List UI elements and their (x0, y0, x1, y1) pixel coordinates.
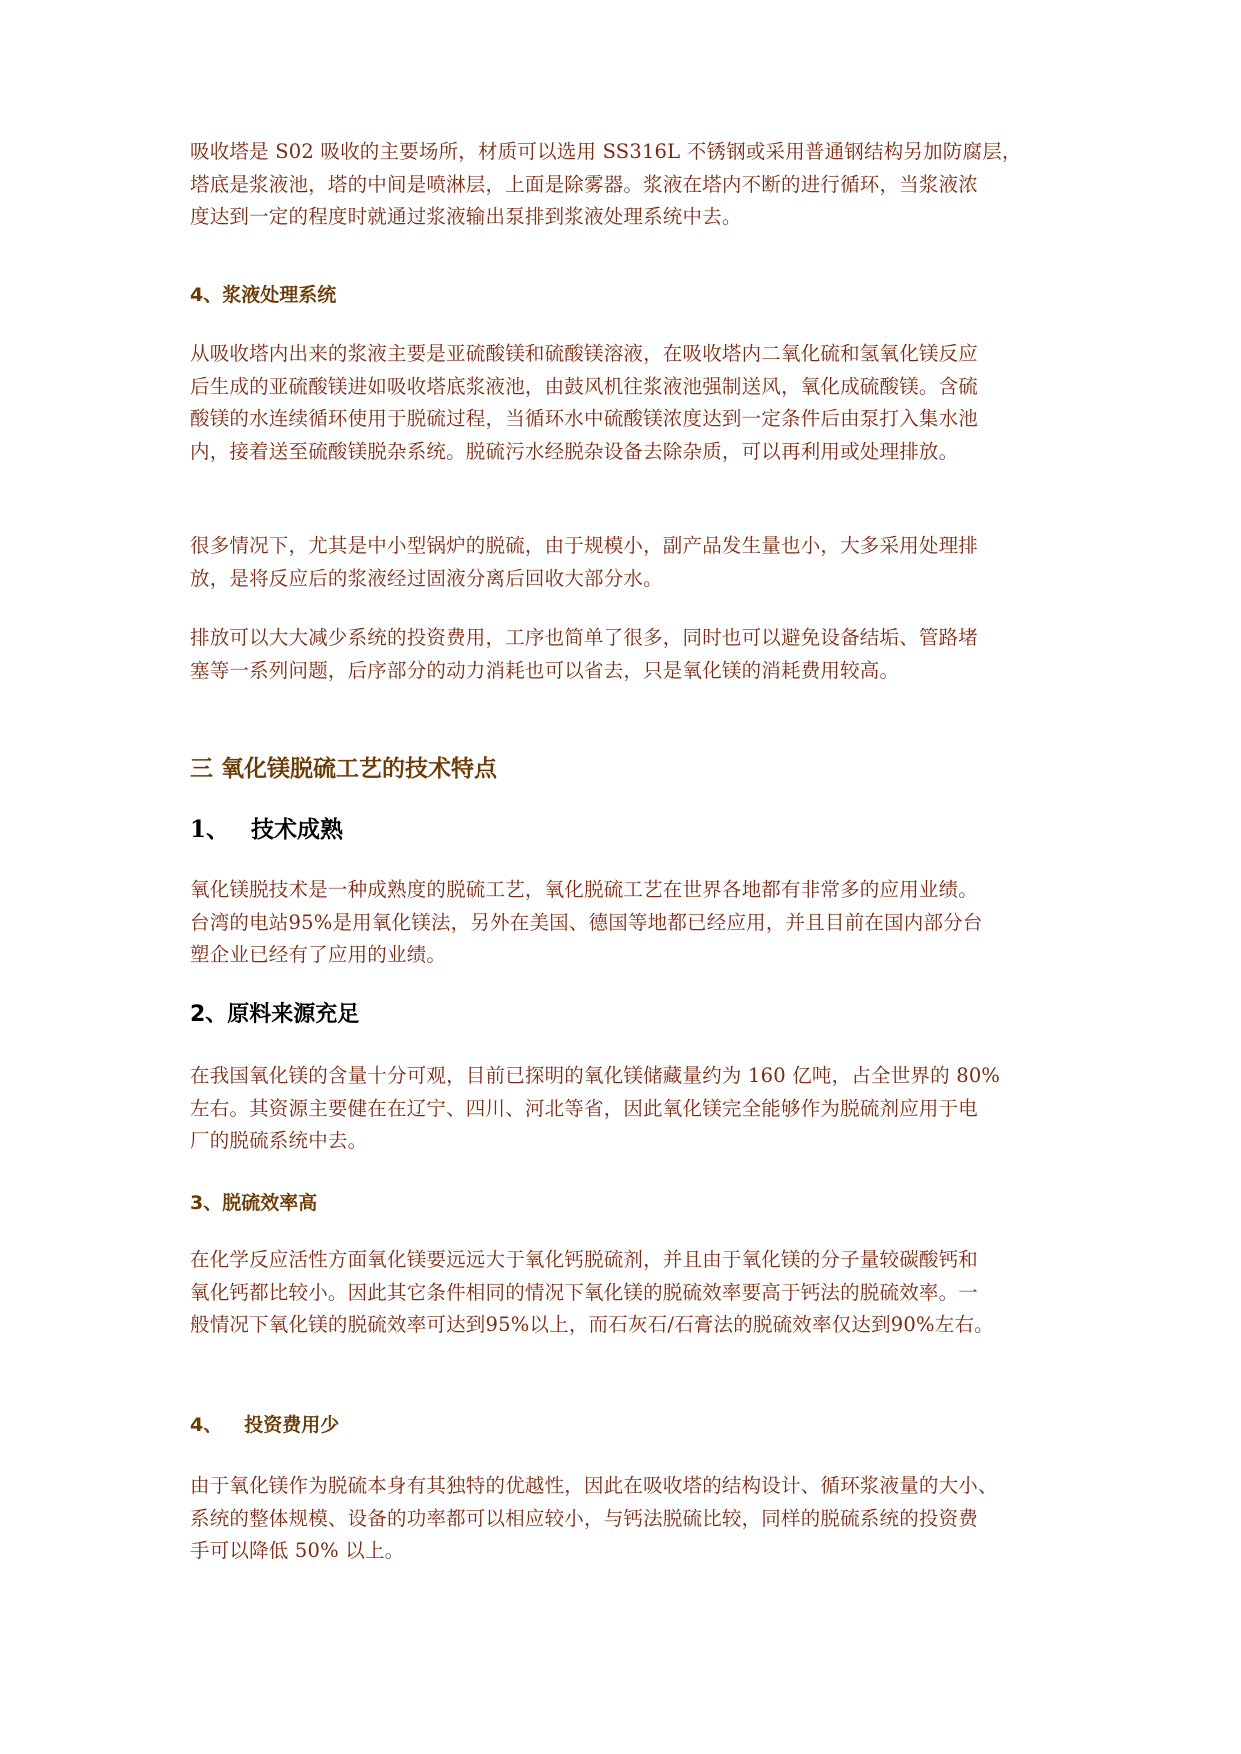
item3-heading: 3、脱硫效率高 (190, 1192, 318, 1214)
item1-paragraph (190, 874, 1070, 972)
paragraph-line: 在我国氧化镁的含量十分可观，目前已探明的氧化镁储藏量约为 160 亿吨，占全世界的 80% (190, 1064, 1001, 1087)
paragraph-line: 塔底是浆液池，塔的中间是喷淋层，上面是除雾器。浆液在塔内不断的进行循环，当浆液浓 (190, 172, 979, 196)
item4-paragraph (190, 1470, 1070, 1568)
paragraph-line: 氧化钙都比较小。因此其它条件相同的情况下氧化镁的脱硫效率要高于钙法的脱硫效率。一 (190, 1280, 979, 1304)
paragraph-line: 厂的脱硫系统中去。 (190, 1129, 368, 1152)
paragraph-line: 系统的整体规模、设备的功率都可以相应较小，与钙法脱硫比较，同样的脱硫系统的投资费 (190, 1506, 979, 1530)
item4-number: 4、 (190, 1414, 223, 1436)
item1-title: 技术成熟 (251, 816, 344, 843)
paragraph-line: 在化学反应活性方面氧化镁要远远大于氧化钙脱硫剂，并且由于氧化镁的分子量较碳酸钙和 (190, 1248, 979, 1271)
paragraph-line: 手可以降低 50% 以上。 (190, 1539, 405, 1562)
paragraph-line: 塞等一系列问题，后序部分的动力消耗也可以省去，只是氧化镁的消耗费用较高。 (190, 658, 900, 682)
paragraph-line: 台湾的电站95%是用氧化镁法，另外在美国、德国等地都已经应用，并且目前在国内部分台 (190, 910, 983, 934)
paragraph-line: 很多情况下，尤其是中小型锅炉的脱硫，由于规模小，副产品发生量也小，大多采用处理排 (190, 534, 979, 557)
item2-heading: 2、原料来源充足 (190, 1002, 360, 1027)
item4-heading (190, 1412, 339, 1438)
paragraph-line: 吸收塔是 S02 吸收的主要场所，材质可以选用 SS316L 不锈钢或采用普通钢结构另加防腐层， (190, 140, 1022, 163)
many-cases-paragraph (190, 530, 1070, 595)
paragraph-line: 内，接着送至硫酸镁脱杂系统。脱硫污水经脱杂设备去除杂质，可以再利用或处理排放。 (190, 439, 959, 463)
paragraph-line: 放，是将反应后的浆液经过固液分离后回收大部分水。 (190, 566, 663, 590)
paragraph-line: 排放可以大大减少系统的投资费用，工序也简单了很多，同时也可以避免设备结垢、管路堵 (190, 626, 979, 649)
item1-heading (190, 815, 343, 845)
heading-slurry-treatment: 4、浆液处理系统 (190, 284, 337, 306)
item2-paragraph (190, 1060, 1070, 1158)
section-title: 三 氧化镁脱硫工艺的技术特点 (190, 756, 498, 782)
paragraph-line: 左右。其资源主要健在在辽宁、四川、河北等省，因此氧化镁完全能够作为脱硫剂应用于电 (190, 1096, 979, 1120)
paragraph-line: 般情况下氧化镁的脱硫效率可达到95%以上，而石灰石/石膏法的脱硫效率仅达到90%左右。 (190, 1313, 994, 1336)
paragraph-line: 从吸收塔内出来的浆液主要是亚硫酸镁和硫酸镁溶液，在吸收塔内二氧化硫和氢氧化镁反应 (190, 342, 979, 365)
item4-title: 投资费用少 (244, 1414, 340, 1436)
paragraph-line: 后生成的亚硫酸镁进如吸收塔底浆液池，由鼓风机往浆液池强制送风，氧化成硫酸镁。含硫 (190, 374, 979, 398)
paragraph-line: 酸镁的水连续循环使用于脱硫过程，当循环水中硫酸镁浓度达到一定条件后由泵打入集水池 (190, 407, 979, 430)
paragraph-line: 度达到一定的程度时就通过浆液输出泵排到浆液处理系统中去。 (190, 205, 742, 228)
slurry-paragraph (190, 338, 1070, 468)
paragraph-line: 由于氧化镁作为脱硫本身有其独特的优越性，因此在吸收塔的结构设计、循环浆液量的大小、 (190, 1474, 998, 1497)
paragraph-line: 塑企业已经有了应用的业绩。 (190, 943, 447, 966)
paragraph-line: 氧化镁脱技术是一种成熟度的脱硫工艺，氧化脱硫工艺在世界各地都有非常多的应用业绩。 (190, 878, 979, 901)
item1-number: 1、 (190, 816, 230, 843)
discharge-paragraph (190, 622, 1070, 687)
intro-paragraph (190, 136, 1070, 234)
item3-paragraph (190, 1244, 1070, 1342)
